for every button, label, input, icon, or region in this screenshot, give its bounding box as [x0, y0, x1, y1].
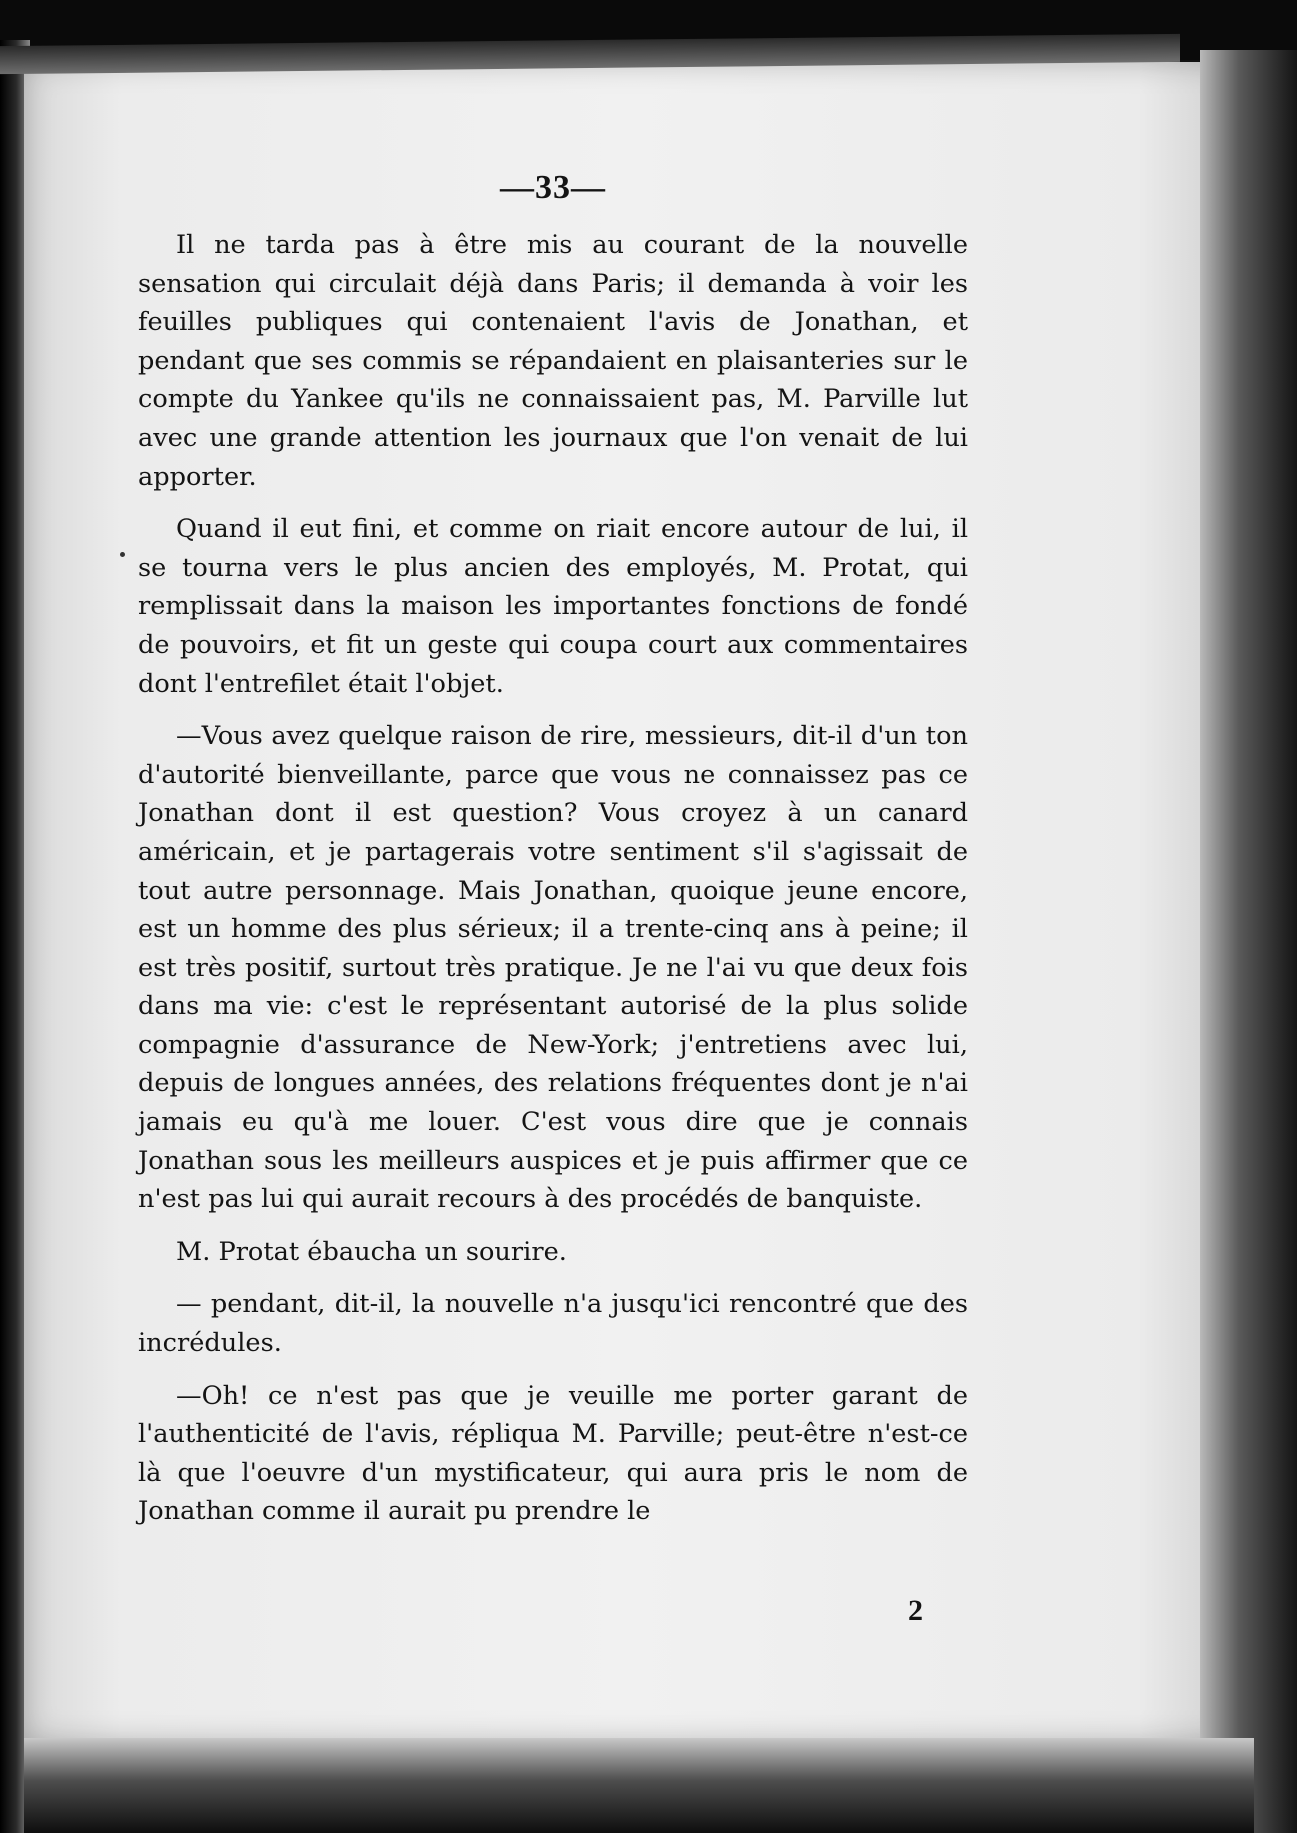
paragraph-1: Il ne tarda pas à être mis au courant de la nouvelle sensation qui circulait déjà dans Paris; il demanda à voir les feuilles publiques qui contenaient l'avis de Jonathan, et pendant que ses commis se répandaient en plaisanteries sur le compte du Yankee qu'ils ne connaissaient pas, M. Parville lut avec une grande attention les journaux que l'on venait de lui apporter.	[138, 230, 968, 492]
page-text	[138, 168, 968, 1545]
paragraph-3: —Vous avez quelque raison de rire, messieurs, dit-il d'un ton d'autorité bienveillante, parce que vous ne connaissez pas ce Jonathan dont il est question? Vous croyez à un canard américain, et je partagerais votre sentiment s'il s'agissait de tout autre personnage. Mais Jonathan, quoique jeune encore, est un homme des plus sérieux; il a trente-cinq ans à peine; il est très positif, surtout très pratique. Je ne l'ai vu que deux fois dans ma vie: c'est le représentant autorisé de la plus solide compagnie d'assurance de New-York; j'entretiens avec lui, depuis de longues années, des relations fréquentes dont je n'ai jamais eu qu'à me louer. C'est vous dire que je connais Jonathan sous les meilleurs auspices et je puis affirmer que ce n'est pas lui qui aurait recours à des procédés de banquiste.	[138, 721, 968, 1215]
paragraph-4: M. Protat ébaucha un sourire.	[176, 1236, 567, 1267]
page-number: —33—	[500, 169, 606, 206]
signature-mark: 2	[908, 1594, 923, 1627]
paragraph-6: —Oh! ce n'est pas que je veuille me porter garant de l'authenticité de l'avis, répliqua M. Parville; peut-être n'est-ce là que l'oeuvre d'un mystificateur, qui aura pris le nom de Jonathan comme il aurait pu prendre le	[138, 1380, 968, 1527]
margin-speck	[120, 552, 125, 557]
paragraph-2: Quand il eut fini, et comme on riait encore autour de lui, il se tourna vers le plus ancien des employés, M. Protat, qui remplissait dans la maison les importantes fonctions de fondé de pouvoirs, et fit un geste qui coupa court aux commentaires dont l'entrefilet était l'objet.	[138, 514, 968, 699]
paragraph-5: — pendant, dit-il, la nouvelle n'a jusqu'ici rencontré que des incrédules.	[138, 1289, 968, 1359]
scan-right-border	[1200, 50, 1297, 1833]
scan-bottom-border	[24, 1738, 1254, 1833]
